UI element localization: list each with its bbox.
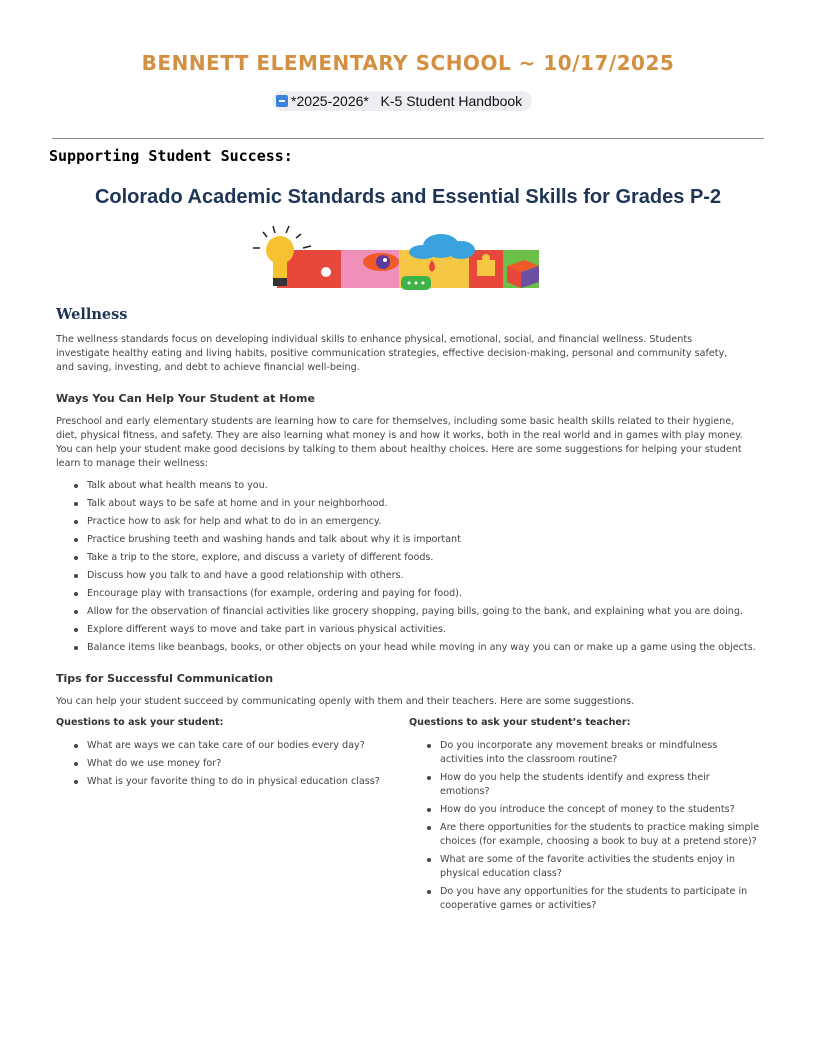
list-item: Are there opportunities for the students to practice making simple choices (for example, choosing a book to buy at a pretend store)?	[440, 822, 760, 847]
sparkle-icon	[321, 267, 331, 277]
section-label: Supporting Student Success:	[49, 147, 293, 165]
ways-heading: Ways You Can Help Your Student at Home	[56, 392, 315, 405]
student-questions-list	[56, 739, 427, 793]
wellness-intro: The wellness standards focus on developing individual skills to enhance physical, emotional, social, and financial wellness. Students investigate healthy eating and living habits, positive communication strategies, effective decision-making, personal and community safety, and saving, investing, and debt to achieve financial well-being.	[56, 334, 728, 373]
list-item: Practice brushing teeth and washing hands and talk about why it is important	[87, 533, 777, 547]
list-item: Allow for the observation of financial activities like grocery shopping, paying bills, going to the bank, and explaining what you are doing.	[87, 605, 777, 619]
horizontal-divider	[52, 138, 764, 139]
list-item: What are ways we can take care of our bodies every day?	[87, 739, 427, 753]
list-item: How do you introduce the concept of money to the students?	[440, 803, 760, 817]
eye-icon	[363, 253, 399, 271]
student-questions-heading: Questions to ask your student:	[56, 717, 224, 728]
list-item: Do you have any opportunities for the students to participate in cooperative games or activities?	[440, 885, 760, 913]
wellness-heading: Wellness	[56, 306, 128, 323]
list-item: Talk about what health means to you.	[87, 479, 777, 493]
collapse-minus-icon[interactable]	[276, 95, 288, 107]
tips-heading: Tips for Successful Communication	[56, 672, 274, 685]
teacher-questions-list	[409, 739, 760, 917]
banner-illustration	[251, 224, 543, 292]
ways-intro: Preschool and early elementary students are learning how to care for themselves, including some basic health skills related to their hygiene, diet, physical fitness, and safety. They are also learning what money is and how it works, both in the real world and in games with play money. You can help your student make good decisions by talking to them about healthy choices. Here are some suggestions for helping your student learn to manage their wellness:	[56, 416, 743, 469]
ways-list	[56, 479, 777, 659]
tips-intro: You can help your student succeed by communicating openly with them and their teachers. Here are some suggestions.	[56, 696, 635, 707]
document-title: Colorado Academic Standards and Essential Skills for Grades P-2	[94, 186, 722, 208]
list-item: Balance items like beanbags, books, or other objects on your head while moving in any way you can or make up a game using the objects.	[87, 641, 777, 655]
list-item: Discuss how you talk to and have a good relationship with others.	[87, 569, 777, 583]
handbook-chip[interactable]	[272, 91, 532, 111]
list-item: What do we use money for?	[87, 757, 427, 771]
handbook-chip-label: *2025-2026* K-5 Student Handbook	[291, 93, 523, 109]
list-item: Explore different ways to move and take part in various physical activities.	[87, 623, 777, 637]
speech-bubble-icon	[401, 276, 431, 290]
list-item: Practice how to ask for help and what to do in an emergency.	[87, 515, 777, 529]
list-item: What are some of the favorite activities the students enjoy in physical education class?	[440, 853, 760, 881]
list-item: Take a trip to the store, explore, and discuss a variety of different foods.	[87, 551, 777, 565]
list-item: How do you help the students identify and express their emotions?	[440, 771, 760, 799]
list-item: Do you incorporate any movement breaks or mindfulness activities into the classroom routine?	[440, 739, 760, 767]
list-item: Encourage play with transactions (for example, ordering and paying for food).	[87, 587, 777, 601]
list-item: What is your favorite thing to do in physical education class?	[87, 775, 427, 789]
cloud-icon	[409, 234, 475, 259]
teacher-questions-heading: Questions to ask your student’s teacher:	[409, 717, 631, 728]
list-item: Talk about ways to be safe at home and in your neighborhood.	[87, 497, 777, 511]
school-header: BENNETT ELEMENTARY SCHOOL ~ 10/17/2025	[141, 51, 675, 75]
